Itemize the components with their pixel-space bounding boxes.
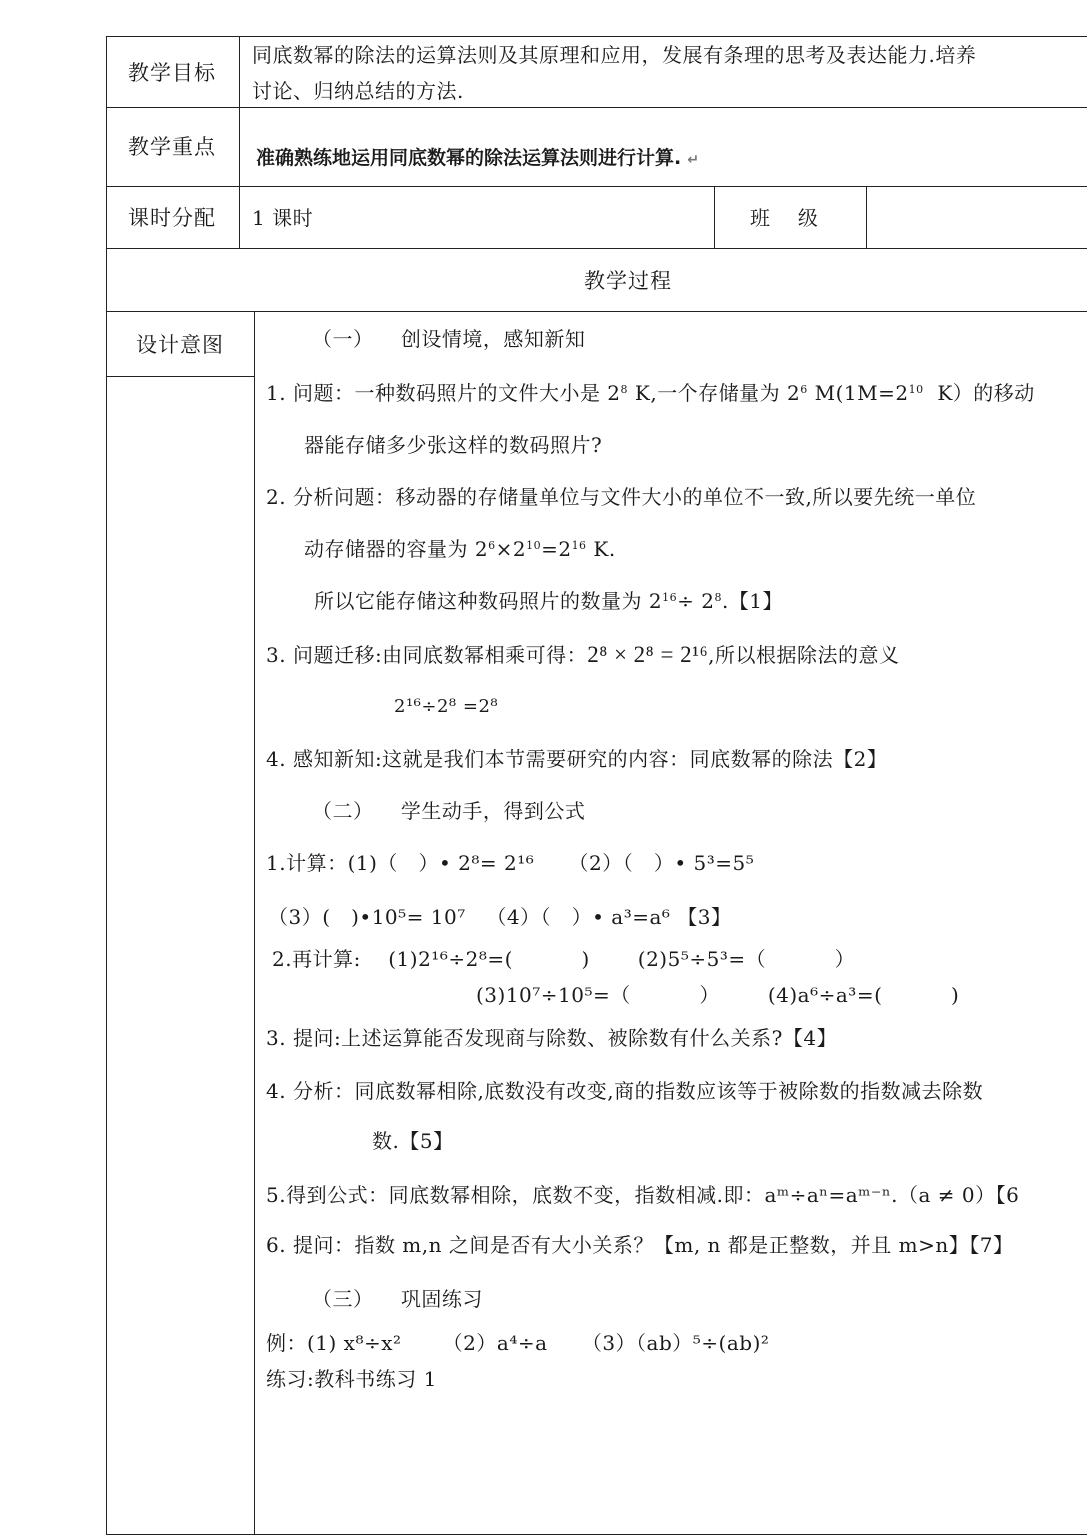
q2b-exp1: 6 xyxy=(488,539,496,552)
return-mark-icon: ↵ xyxy=(687,152,699,168)
design-intent-label: 设计意图 xyxy=(136,333,224,357)
goal-text-line2: 讨论、归纳总结的方法. xyxy=(252,79,464,103)
q2c-post: .【1】 xyxy=(721,589,784,613)
q2c-mid: ÷ 2 xyxy=(677,589,715,613)
row-divider-goal xyxy=(106,107,1087,108)
calc-1-line2: （3）( )•10⁵= 10⁷ （4）（ ）• a³=a⁶ 【3】 xyxy=(268,905,732,929)
calc-2-line2: (3)10⁷÷10⁵=（ ） (4)a⁶÷a³=( ) xyxy=(476,983,960,1007)
q1-mid2: M(1M=2 xyxy=(807,381,909,405)
q2b-mid2: =2 xyxy=(541,537,572,561)
calc-2-line1: 2.再计算: (1)2¹⁶÷2⁸=( ) (2)5⁵÷5³=（ ） xyxy=(272,947,856,971)
analysis-line2: 数.【5】 xyxy=(372,1129,454,1153)
q1-exp2: 6 xyxy=(800,383,808,396)
row-divider-hours xyxy=(106,248,1087,249)
q1-mid: K,一个存储量为 2 xyxy=(628,381,801,405)
formula-line: 5.得到公式：同底数幂相除，底数不变，指数相减.即：aᵐ÷aⁿ=aᵐ⁻ⁿ.（a ≠ 0）【6 xyxy=(266,1183,1020,1207)
focus-label: 教学重点 xyxy=(128,135,216,159)
practice-line: 练习:教科书练习 1 xyxy=(266,1367,437,1391)
design-column-divider xyxy=(254,311,255,1535)
goal-label: 教学目标 xyxy=(128,61,216,85)
question-4: 4. 感知新知:这就是我们本节需要研究的内容：同底数幂的除法【2】 xyxy=(266,747,888,771)
question-2-line1: 2. 分析问题：移动器的存储量单位与文件大小的单位不一致,所以要先统一单位 xyxy=(266,485,977,509)
q2b-mid: ×2 xyxy=(495,537,527,561)
section-2-heading: （二） 学生动手，得到公式 xyxy=(312,799,586,823)
table-border-left xyxy=(106,36,107,1535)
hours-label: 课时分配 xyxy=(128,206,216,230)
table-border-top xyxy=(106,36,1087,37)
process-heading: 教学过程 xyxy=(584,269,672,293)
q2c-exp1: 16 xyxy=(662,591,678,604)
q1-exp3: 10 xyxy=(908,383,924,396)
design-label-divider xyxy=(106,376,254,377)
class-label-divider-left xyxy=(714,186,715,248)
hours-value: 1 课时 xyxy=(252,206,314,230)
focus-text xyxy=(256,145,699,173)
question-3b: 3. 提问:上述运算能否发现商与除数、被除数有什么关系?【4】 xyxy=(266,1026,838,1050)
question-1-line2: 器能存储多少张这样的数码照片? xyxy=(304,433,603,457)
question-3-line1 xyxy=(266,642,899,668)
question-3-line2: 2¹⁶÷2⁸ =2⁸ xyxy=(394,696,499,717)
q3-expression: 2⁸ × 2⁸ = 2¹⁶ xyxy=(587,642,709,667)
q2b-exp2: 10 xyxy=(526,539,542,552)
focus-text-value: 准确熟练地运用同底数幂的除法运算法则进行计算. xyxy=(256,147,682,169)
question-2-line2 xyxy=(304,536,616,562)
class-label-divider-right xyxy=(866,186,867,248)
q3-post: ,所以根据除法的意义 xyxy=(708,643,900,667)
analysis-line1: 4. 分析：同底数幂相除,底数没有改变,商的指数应该等于被除数的指数减去除数 xyxy=(266,1079,984,1103)
question-6: 6. 提问：指数 m,n 之间是否有大小关系？【m, n 都是正整数，并且 m>n】【7】 xyxy=(266,1233,1014,1257)
calc-1-line1: 1.计算：(1)（ ）• 2⁸= 2¹⁶ （2）（ ）• 5³=5⁵ xyxy=(266,851,755,875)
q3-pre: 3. 问题迁移:由同底数幂相乘可得： xyxy=(266,643,588,667)
question-2-line3 xyxy=(314,588,783,614)
section-1-heading: （一） 创设情境，感知新知 xyxy=(312,327,586,351)
q2c-pre: 所以它能存储这种数码照片的数量为 2 xyxy=(314,589,663,613)
question-1-line1 xyxy=(266,380,1035,406)
q2b-exp3: 16 xyxy=(571,539,587,552)
class-label: 班 级 xyxy=(750,206,819,230)
q1-pre: 1. 问题：一种数码照片的文件大小是 2 xyxy=(266,381,621,405)
row-divider-focus xyxy=(106,186,1087,187)
section-3-heading: （三） 巩固练习 xyxy=(312,1287,483,1311)
q1-exp1: 8 xyxy=(620,383,629,396)
example-line: 例：(1) x⁸÷x² （2）a⁴÷a （3）（ab）⁵÷(ab)² xyxy=(266,1331,770,1355)
q1-post: K）的移动 xyxy=(923,381,1035,405)
label-column-divider xyxy=(239,36,240,248)
goal-text-line1: 同底数幂的除法的运算法则及其原理和应用，发展有条理的思考及表达能力.培养 xyxy=(252,43,977,67)
q2b-pre: 动存储器的容量为 2 xyxy=(304,537,489,561)
q2c-exp2: 8 xyxy=(714,591,722,604)
q2b-post: K. xyxy=(586,537,616,561)
